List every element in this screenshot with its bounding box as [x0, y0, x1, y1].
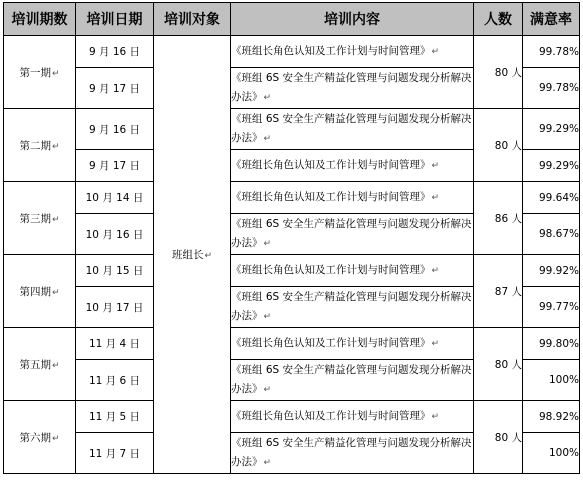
content-cell — [231, 68, 474, 109]
count-cell: 80 人 — [474, 36, 523, 109]
header-count: 人数 — [474, 3, 523, 36]
table-row — [4, 109, 580, 150]
rate-cell: 98.92% — [523, 401, 580, 433]
header-period: 培训期数 — [4, 3, 76, 36]
period-name-cell — [4, 328, 76, 401]
rate-cell: 99.80% — [523, 328, 580, 360]
date-cell: 9 月 16 日 — [76, 109, 154, 150]
content-text: 《班组 6S 安全生产精益化管理与问题发现分析解决办法》 — [231, 363, 472, 395]
header-content: 培训内容 — [231, 3, 474, 36]
content-cell — [231, 287, 474, 328]
content-text: 《班组 6S 安全生产精益化管理与问题发现分析解决办法》 — [231, 71, 472, 103]
content-text: 《班组 6S 安全生产精益化管理与问题发现分析解决办法》 — [231, 436, 472, 468]
audience-label: 班组长 — [171, 249, 204, 261]
count-cell: 86 人 — [474, 182, 523, 255]
paragraph-mark-icon: ↵ — [431, 192, 440, 203]
paragraph-mark-icon: ↵ — [431, 46, 440, 57]
content-text: 《班组 6S 安全生产精益化管理与问题发现分析解决办法》 — [231, 217, 472, 249]
count-cell: 87 人 — [474, 255, 523, 328]
paragraph-mark-icon: ↵ — [263, 238, 272, 249]
table-row — [4, 255, 580, 287]
content-text: 《班组长角色认知及工作计划与时间管理》 — [231, 44, 431, 57]
period-name: 第一期 — [19, 66, 51, 79]
paragraph-mark-icon: ↵ — [51, 433, 60, 444]
training-schedule-table — [3, 2, 580, 474]
period-name: 第三期 — [19, 212, 51, 225]
paragraph-mark-icon: ↵ — [431, 338, 440, 349]
paragraph-mark-icon: ↵ — [263, 457, 272, 468]
content-cell — [231, 36, 474, 68]
header-date: 培训日期 — [76, 3, 154, 36]
rate-cell: 99.78% — [523, 68, 580, 109]
date-cell: 9 月 17 日 — [76, 68, 154, 109]
content-cell — [231, 328, 474, 360]
content-text: 《班组 6S 安全生产精益化管理与问题发现分析解决办法》 — [231, 290, 472, 322]
period-name-cell — [4, 36, 76, 109]
date-cell: 11 月 7 日 — [76, 433, 154, 474]
period-name-cell — [4, 401, 76, 474]
rate-cell: 100% — [523, 360, 580, 401]
period-name-cell — [4, 109, 76, 182]
date-cell: 10 月 17 日 — [76, 287, 154, 328]
table-row — [4, 328, 580, 360]
rate-cell: 99.92% — [523, 255, 580, 287]
content-text: 《班组 6S 安全生产精益化管理与问题发现分析解决办法》 — [231, 112, 472, 144]
paragraph-mark-icon: ↵ — [263, 384, 272, 395]
rate-cell: 99.77% — [523, 287, 580, 328]
paragraph-mark-icon: ↵ — [263, 133, 272, 144]
content-cell — [231, 109, 474, 150]
rate-cell: 99.64% — [523, 182, 580, 214]
period-name-cell — [4, 255, 76, 328]
content-cell — [231, 255, 474, 287]
content-cell — [231, 182, 474, 214]
content-cell — [231, 360, 474, 401]
date-cell: 10 月 14 日 — [76, 182, 154, 214]
table-row — [4, 36, 580, 68]
date-cell: 11 月 4 日 — [76, 328, 154, 360]
content-cell — [231, 150, 474, 182]
content-text: 《班组长角色认知及工作计划与时间管理》 — [231, 263, 431, 276]
table-row — [4, 182, 580, 214]
period-name: 第四期 — [19, 285, 51, 298]
period-name: 第五期 — [19, 358, 51, 371]
rate-cell: 99.78% — [523, 36, 580, 68]
paragraph-mark-icon: ↵ — [431, 265, 440, 276]
date-cell: 10 月 16 日 — [76, 214, 154, 255]
period-name: 第六期 — [19, 431, 51, 444]
paragraph-mark-icon: ↵ — [431, 160, 440, 171]
content-text: 《班组长角色认知及工作计划与时间管理》 — [231, 336, 431, 349]
date-cell: 10 月 15 日 — [76, 255, 154, 287]
header-row — [4, 3, 580, 36]
paragraph-mark-icon: ↵ — [431, 411, 440, 422]
paragraph-mark-icon: ↵ — [263, 92, 272, 103]
content-text: 《班组长角色认知及工作计划与时间管理》 — [231, 158, 431, 171]
rate-cell: 98.67% — [523, 214, 580, 255]
paragraph-mark-icon: ↵ — [51, 214, 60, 225]
count-cell: 80 人 — [474, 328, 523, 401]
count-cell: 80 人 — [474, 401, 523, 474]
date-cell: 9 月 16 日 — [76, 36, 154, 68]
period-name-cell — [4, 182, 76, 255]
audience-cell — [154, 36, 231, 474]
content-cell — [231, 433, 474, 474]
rate-cell: 99.29% — [523, 109, 580, 150]
date-cell: 11 月 5 日 — [76, 401, 154, 433]
paragraph-mark-icon: ↵ — [51, 287, 60, 298]
rate-cell: 99.29% — [523, 150, 580, 182]
paragraph-mark-icon: ↵ — [263, 311, 272, 322]
count-cell: 80 人 — [474, 109, 523, 182]
date-cell: 11 月 6 日 — [76, 360, 154, 401]
rate-cell: 100% — [523, 433, 580, 474]
content-cell — [231, 214, 474, 255]
paragraph-mark-icon: ↵ — [51, 68, 60, 79]
header-audience: 培训对象 — [154, 3, 231, 36]
content-cell — [231, 401, 474, 433]
paragraph-mark-icon: ↵ — [51, 141, 60, 152]
paragraph-mark-icon: ↵ — [51, 360, 60, 371]
paragraph-mark-icon: ↵ — [204, 251, 213, 261]
content-text: 《班组长角色认知及工作计划与时间管理》 — [231, 409, 431, 422]
content-text: 《班组长角色认知及工作计划与时间管理》 — [231, 190, 431, 203]
period-name: 第二期 — [19, 139, 51, 152]
date-cell: 9 月 17 日 — [76, 150, 154, 182]
header-satisfaction: 满意率 — [523, 3, 580, 36]
table-row — [4, 401, 580, 433]
